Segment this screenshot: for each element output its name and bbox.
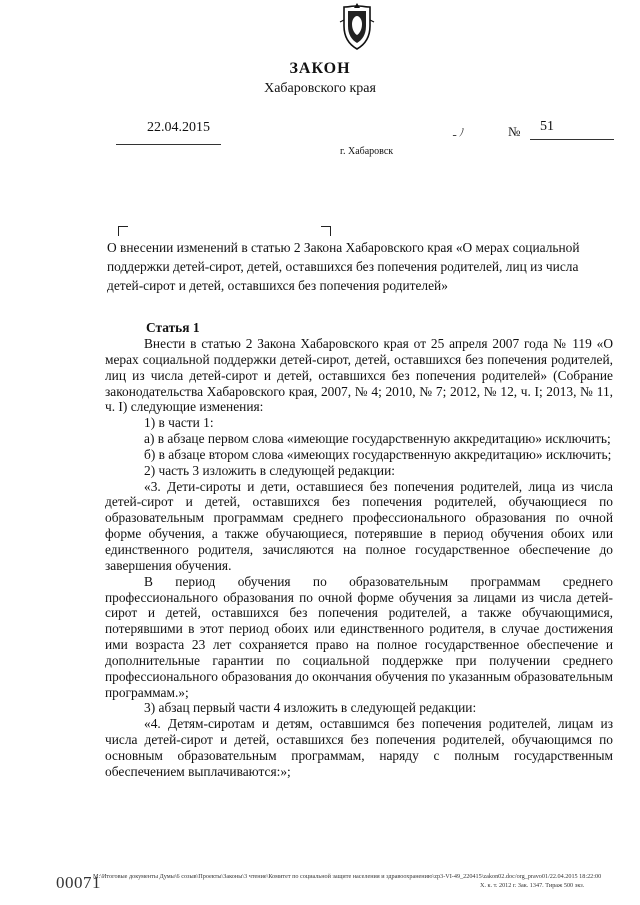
article-paragraph: б) в абзаце втором слова «имеющих государственную аккредитацию» исключить; bbox=[144, 446, 612, 462]
law-date: 22.04.2015 bbox=[147, 120, 210, 135]
footer-file-path: M:\Итоговые документы Думы\6 созыв\Проекты\Законы\3 чтение\Комитет по социальной защите населения и здравоохранению\zp3-VI-49_220415\zakon02.doc/org_pravo01/22.04.2015 18:22:00 bbox=[93, 873, 602, 880]
document-serial-number: 00071 bbox=[56, 873, 101, 892]
footer-publication-info: Х. к. т. 2012 г. Зак. 1347. Тираж 500 экз. bbox=[480, 882, 585, 889]
article-paragraph: 1) в части 1: bbox=[144, 415, 214, 431]
law-heading: О внесении изменений в статью 2 Закона Хабаровского края «О мерах социальной поддержки детей-сирот, детей, оставшихся без попечения родителей, лиц из числа детей-сирот и детей, оставшихся без попечения родителей» bbox=[107, 240, 580, 293]
article-paragraph: 2) часть 3 изложить в следующей редакции: bbox=[144, 462, 395, 478]
article-title: Статья 1 bbox=[146, 320, 200, 335]
heading-bracket-right bbox=[321, 226, 331, 236]
law-number-label: № bbox=[508, 124, 521, 139]
article-paragraph: 3) абзац первый части 4 изложить в следующей редакции: bbox=[144, 700, 477, 716]
signature-mark: ـ ﾉ bbox=[453, 127, 465, 139]
article-paragraph: «4. Детям-сиротам и детям, оставшимся без попечения родителей, лицам из числа детей-сирот и детей, оставшихся без попечения родителей, обучающимся по основным образовательным программам, наряду с полным государственным обеспечением выплачиваются:»; bbox=[105, 716, 613, 779]
article-paragraph: а) в абзаце первом слова «имеющие государственную аккредитацию» исключить; bbox=[144, 431, 611, 447]
article-paragraph: В период обучения по образовательным программам среднего профессионального образования по очной форме обучения за лицами из числа детей-сирот и детей, оставшихся без попечения родителей, а также обучающимися, потерявшими в этот период обоих или единственного родителя, в случае достижения ими возраста 23 лет сохраняется право на полное государственное обеспечение и дополнительные гарантии по социальной поддержке при получении среднего профессионального образования до окончания обучения по указанным образовательным программам.»; bbox=[105, 573, 613, 700]
date-underline bbox=[116, 144, 221, 145]
law-subtitle: Хабаровского края bbox=[264, 81, 376, 96]
article-paragraph: Внести в статью 2 Закона Хабаровского края от 25 апреля 2007 года № 119 «О мерах социальной поддержки детей-сирот, детей, оставшихся без попечения родителей, лиц из числа детей-сирот и детей, оставшихся без попечения родителей» (Собрание законодательства Хабаровского края, 2007, № 4; 2010, № 7; 2012, № 12, ч. I; 2013, № 11, ч. I) следующие изменения: bbox=[105, 336, 613, 415]
heading-bracket-left bbox=[118, 226, 128, 236]
coat-of-arms-icon bbox=[334, 2, 380, 52]
number-underline bbox=[530, 139, 614, 140]
city: г. Хабаровск bbox=[340, 146, 394, 157]
article-paragraph: «3. Дети-сироты и дети, оставшиеся без попечения родителей, лица из числа детей-сирот и детей, оставшихся без попечения родителей, обучающиеся по образовательным программам среднего профессионального образования по очной форме обучения, а также обучающиеся, потерявшие в период обучения обоих или единственного родителя, зачисляются на полное государственное обеспечение до завершения обучения. bbox=[105, 478, 613, 573]
law-number: 51 bbox=[540, 119, 554, 134]
article-body bbox=[105, 336, 613, 780]
law-title: ЗАКОН bbox=[289, 60, 351, 77]
